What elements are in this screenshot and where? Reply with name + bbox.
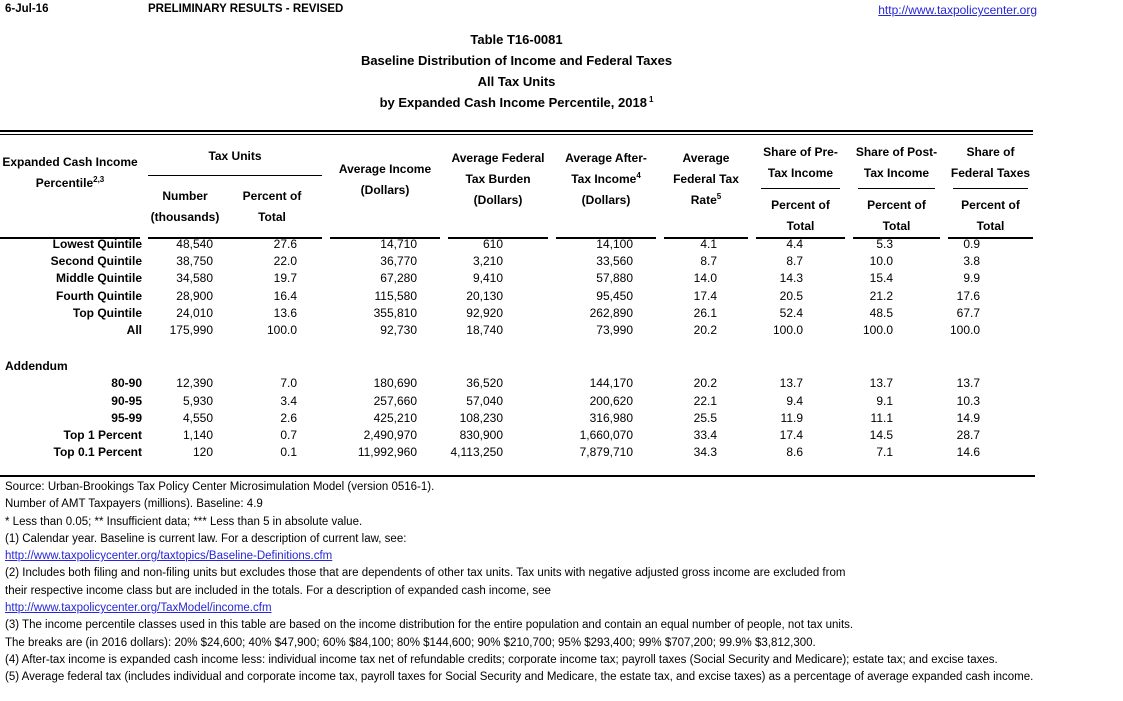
data-cell: 92,920 xyxy=(466,305,503,320)
data-cell: 10.3 xyxy=(956,393,980,408)
title-table-number: Table T16-0081 xyxy=(470,32,563,47)
data-cell: 14.3 xyxy=(779,271,803,286)
data-cell: 38,750 xyxy=(176,254,213,269)
footnote-text: (4) After-tax income is expanded cash income less: individual income tax net of refundable credits; corporate income tax; payroll taxes (Social Security and Medicare); estate tax; and excise taxes. xyxy=(5,653,998,666)
data-cell: 830,900 xyxy=(459,427,503,442)
table-row xyxy=(0,253,1033,270)
data-cell: 3,210 xyxy=(472,254,503,269)
data-cell: 19.7 xyxy=(273,271,297,286)
data-cell: 0.7 xyxy=(280,427,297,442)
data-cell: 120 xyxy=(192,445,213,460)
table-row xyxy=(0,444,1033,461)
table-row xyxy=(0,305,1033,322)
row-label: All xyxy=(126,322,142,337)
footnotes-block xyxy=(5,479,1120,687)
data-cell: 67.7 xyxy=(956,305,980,320)
quintile-rows xyxy=(0,236,1033,339)
footnote-line xyxy=(5,635,1120,652)
data-cell: 27.6 xyxy=(273,237,297,251)
column-header-number-thousands: Number (thousands) xyxy=(150,189,220,224)
data-cell: 1,140 xyxy=(182,427,213,442)
data-cell: 18,740 xyxy=(466,322,503,337)
data-cell: 7,879,710 xyxy=(579,445,633,460)
data-cell: 108,230 xyxy=(459,410,503,425)
taxpolicycenter-link[interactable]: http://www.taxpolicycenter.org xyxy=(878,3,1037,17)
addendum-section-label: Addendum xyxy=(5,359,68,374)
data-cell: 16.4 xyxy=(273,288,297,303)
data-cell: 14,710 xyxy=(380,237,417,251)
table-row xyxy=(0,270,1033,287)
data-cell: 17.4 xyxy=(693,288,717,303)
data-cell: 14.5 xyxy=(869,427,893,442)
footnote-text: The breaks are (in 2016 dollars): 20% $24,600; 40% $47,900; 60% $84,100; 80% $144,600; 90% $210,700; 95% $293,400; 99% $707,200; 99.9% $3,812,300. xyxy=(5,636,816,649)
data-cell: 4,550 xyxy=(182,410,213,425)
data-cell: 20.2 xyxy=(693,322,717,337)
data-cell: 175,990 xyxy=(169,322,213,337)
data-cell: 355,810 xyxy=(373,305,417,320)
table-row xyxy=(0,288,1033,305)
data-cell: 4,113,250 xyxy=(450,445,503,460)
row-label: Top Quintile xyxy=(72,305,142,320)
data-cell: 0.1 xyxy=(280,445,297,460)
data-cell: 425,210 xyxy=(373,410,417,425)
footnote-text: * Less than 0.05; ** Insufficient data; *** Less than 5 in absolute value. xyxy=(5,515,363,528)
data-cell: 26.1 xyxy=(693,305,717,320)
footnote-line xyxy=(5,583,1120,600)
footnote-text: their respective income class but are included in the totals. For a description of expanded cash income, see xyxy=(5,584,551,597)
data-cell: 25.5 xyxy=(693,410,717,425)
footnote-line xyxy=(5,669,1120,686)
footnote-ref-4: 4 xyxy=(636,171,641,180)
group-label-tax-units: Tax Units xyxy=(208,149,262,163)
data-cell: 13.7 xyxy=(956,376,980,391)
footnote-line xyxy=(5,531,1120,548)
data-cell: 9,410 xyxy=(472,271,503,286)
column-header-average-after-tax-income: Average After- Tax Income$^4$ (Dollars) xyxy=(556,135,656,239)
addendum-rows xyxy=(0,375,1033,461)
data-cell: 14.9 xyxy=(956,410,980,425)
data-cell: 95,450 xyxy=(596,288,633,303)
data-cell: 1,660,070 xyxy=(579,427,633,442)
column-header-percent-of-total: Percent of Total xyxy=(242,189,302,224)
data-cell: 48,540 xyxy=(176,237,213,251)
column-header-average-federal-tax-rate: Average Federal Tax Rate$^5$ xyxy=(664,135,748,239)
data-cell: 20.5 xyxy=(779,288,803,303)
table-row xyxy=(0,410,1033,427)
data-cell: 48.5 xyxy=(869,305,893,320)
footnote-line xyxy=(5,548,1120,565)
data-cell: 28,900 xyxy=(176,288,213,303)
status-label: PRELIMINARY RESULTS - REVISED xyxy=(148,3,344,15)
data-cell: 8.7 xyxy=(700,254,717,269)
column-header-percentile: Expanded Cash Income Percentile$^{2,3}$ xyxy=(0,135,140,239)
data-cell: 14.0 xyxy=(693,271,717,286)
footnote-line xyxy=(5,565,1120,582)
data-cell: 2,490,970 xyxy=(363,427,417,442)
data-cell: 610 xyxy=(482,237,503,251)
data-cell: 3.4 xyxy=(280,393,297,408)
data-cell: 5.3 xyxy=(876,237,893,251)
data-cell: 13.6 xyxy=(273,305,297,320)
data-cell: 33,560 xyxy=(596,254,633,269)
data-cell: 9.4 xyxy=(786,393,803,408)
group-rule xyxy=(148,175,322,176)
data-cell: 8.7 xyxy=(786,254,803,269)
data-cell: 22.1 xyxy=(693,393,717,408)
data-cell: 316,980 xyxy=(589,410,633,425)
data-cell: 7.0 xyxy=(280,376,297,391)
data-cell: 24,010 xyxy=(176,305,213,320)
data-cell: 11.9 xyxy=(780,410,803,425)
data-cell: 100.0 xyxy=(949,322,980,337)
data-cell: 9.1 xyxy=(876,393,893,408)
data-cell: 262,890 xyxy=(589,305,633,320)
footnote-text: (5) Average federal tax (includes individual and corporate income tax, payroll taxes for Social Security and Medicare, the estate tax, and excise taxes) as a percentage of average expanded cash income. xyxy=(5,671,1034,684)
footnote-line xyxy=(5,496,1120,513)
data-cell: 7.1 xyxy=(876,445,893,460)
data-cell: 57,040 xyxy=(466,393,503,408)
column-group-share-federal-taxes: Share of Federal Taxes Percent of Total xyxy=(948,135,1033,239)
table-title-block xyxy=(0,29,1033,113)
data-cell: 33.4 xyxy=(693,427,717,442)
data-cell: 73,990 xyxy=(596,322,633,337)
data-cell: 8.6 xyxy=(786,445,803,460)
data-cell: 100.0 xyxy=(862,322,893,337)
row-label: Middle Quintile xyxy=(56,271,142,286)
data-cell: 12,390 xyxy=(176,376,213,391)
data-cell: 180,690 xyxy=(373,376,417,391)
data-cell: 5,930 xyxy=(182,393,213,408)
table-row xyxy=(0,375,1033,392)
footnote-line xyxy=(5,479,1120,496)
footnote-ref-2-3: 2,3 xyxy=(93,175,105,184)
title-main: Baseline Distribution of Income and Federal Taxes xyxy=(360,53,673,68)
data-cell: 36,520 xyxy=(466,376,503,391)
data-cell: 52.4 xyxy=(779,305,803,320)
data-cell: 0.9 xyxy=(963,237,980,251)
data-cell: 17.4 xyxy=(779,427,803,442)
data-cell: 17.6 xyxy=(956,288,980,303)
column-group-tax-units xyxy=(148,135,322,239)
table-row xyxy=(0,322,1033,339)
data-cell: 257,660 xyxy=(373,393,417,408)
data-cell: 11.1 xyxy=(870,410,893,425)
data-cell: 4.1 xyxy=(700,237,717,251)
footnote-link[interactable]: http://www.taxpolicycenter.org/taxtopics/Baseline-Definitions.cfm xyxy=(5,550,333,563)
row-label: Top 1 Percent xyxy=(63,427,142,442)
row-label: 95-99 xyxy=(111,410,142,425)
data-cell: 115,580 xyxy=(374,288,417,303)
column-group-share-post-tax-income: Share of Post- Tax Income Percent of Total xyxy=(853,135,940,239)
data-cell: 57,880 xyxy=(596,271,633,286)
table-bottom-rule xyxy=(0,475,1035,477)
table-body xyxy=(0,236,1033,461)
footnote-text: (2) Includes both filing and non-filing units but excludes those that are dependents of other tax units. Tax units with negative adjusted gross income are excluded from xyxy=(5,567,846,580)
table-header xyxy=(0,135,1033,234)
group-rule xyxy=(761,188,840,189)
row-label: 90-95 xyxy=(111,393,142,408)
row-label: Lowest Quintile xyxy=(52,237,142,251)
data-cell: 144,170 xyxy=(589,376,633,391)
footnote-text: (3) The income percentile classes used in this table are based on the income distribution for the entire population and contain an equal number of people, not tax units. xyxy=(5,619,854,632)
data-cell: 13.7 xyxy=(779,376,803,391)
table-row xyxy=(0,236,1033,253)
data-cell: 20,130 xyxy=(466,288,503,303)
data-cell: 100.0 xyxy=(266,322,297,337)
data-cell: 21.2 xyxy=(869,288,893,303)
data-cell: 9.9 xyxy=(963,271,980,286)
data-cell: 34,580 xyxy=(176,271,213,286)
row-label: Second Quintile xyxy=(50,254,142,269)
title-population: All Tax Units xyxy=(477,74,556,89)
data-cell: 34.3 xyxy=(693,445,717,460)
row-label: 80-90 xyxy=(111,376,142,391)
footnote-line xyxy=(5,600,1120,617)
data-cell: 13.7 xyxy=(869,376,893,391)
column-header-average-income: Average Income (Dollars) xyxy=(330,135,440,239)
column-header-average-federal-tax-burden: Average Federal Tax Burden (Dollars) xyxy=(448,135,548,239)
row-label: Fourth Quintile xyxy=(56,288,142,303)
data-cell: 22.0 xyxy=(273,254,297,269)
data-cell: 14.6 xyxy=(956,445,980,460)
data-cell: 36,770 xyxy=(380,254,417,269)
data-cell: 2.6 xyxy=(280,410,297,425)
data-cell: 3.8 xyxy=(963,254,980,269)
data-cell: 67,280 xyxy=(380,271,417,286)
footnote-link[interactable]: http://www.taxpolicycenter.org/TaxModel/income.cfm xyxy=(5,602,272,615)
table-row xyxy=(0,393,1033,410)
data-cell: 28.7 xyxy=(956,427,980,442)
data-cell: 20.2 xyxy=(693,376,717,391)
footnote-line xyxy=(5,617,1120,634)
report-date: 6-Jul-16 xyxy=(5,3,49,15)
data-cell: 100.0 xyxy=(772,322,803,337)
spacer-row xyxy=(0,339,1033,358)
row-label: Top 0.1 Percent xyxy=(53,445,142,460)
footnote-ref-1: 1 xyxy=(648,94,654,104)
data-cell: 200,620 xyxy=(589,393,633,408)
data-cell: 10.0 xyxy=(869,254,893,269)
data-cell: 92,730 xyxy=(380,322,417,337)
footnote-line xyxy=(5,514,1120,531)
footnote-text: Source: Urban-Brookings Tax Policy Center Microsimulation Model (version 0516-1). xyxy=(5,481,435,493)
footnote-text: (1) Calendar year. Baseline is current law. For a description of current law, see: xyxy=(5,532,407,545)
group-rule xyxy=(953,188,1028,189)
group-rule xyxy=(858,188,935,189)
data-cell: 4.4 xyxy=(786,237,803,251)
table-row xyxy=(0,427,1033,444)
title-classifier: by Expanded Cash Income Percentile, 2018 $^1$ xyxy=(379,94,654,110)
column-group-share-pre-tax-income: Share of Pre- Tax Income Percent of Total xyxy=(756,135,845,239)
footnote-ref-5: 5 xyxy=(716,192,722,201)
data-cell: 15.4 xyxy=(869,271,893,286)
footnote-line xyxy=(5,652,1120,669)
footnote-text: Number of AMT Taxpayers (millions). Baseline: 4.9 xyxy=(5,498,263,511)
data-cell: 11,992,960 xyxy=(357,445,417,460)
data-cell: 14,100 xyxy=(596,237,633,251)
